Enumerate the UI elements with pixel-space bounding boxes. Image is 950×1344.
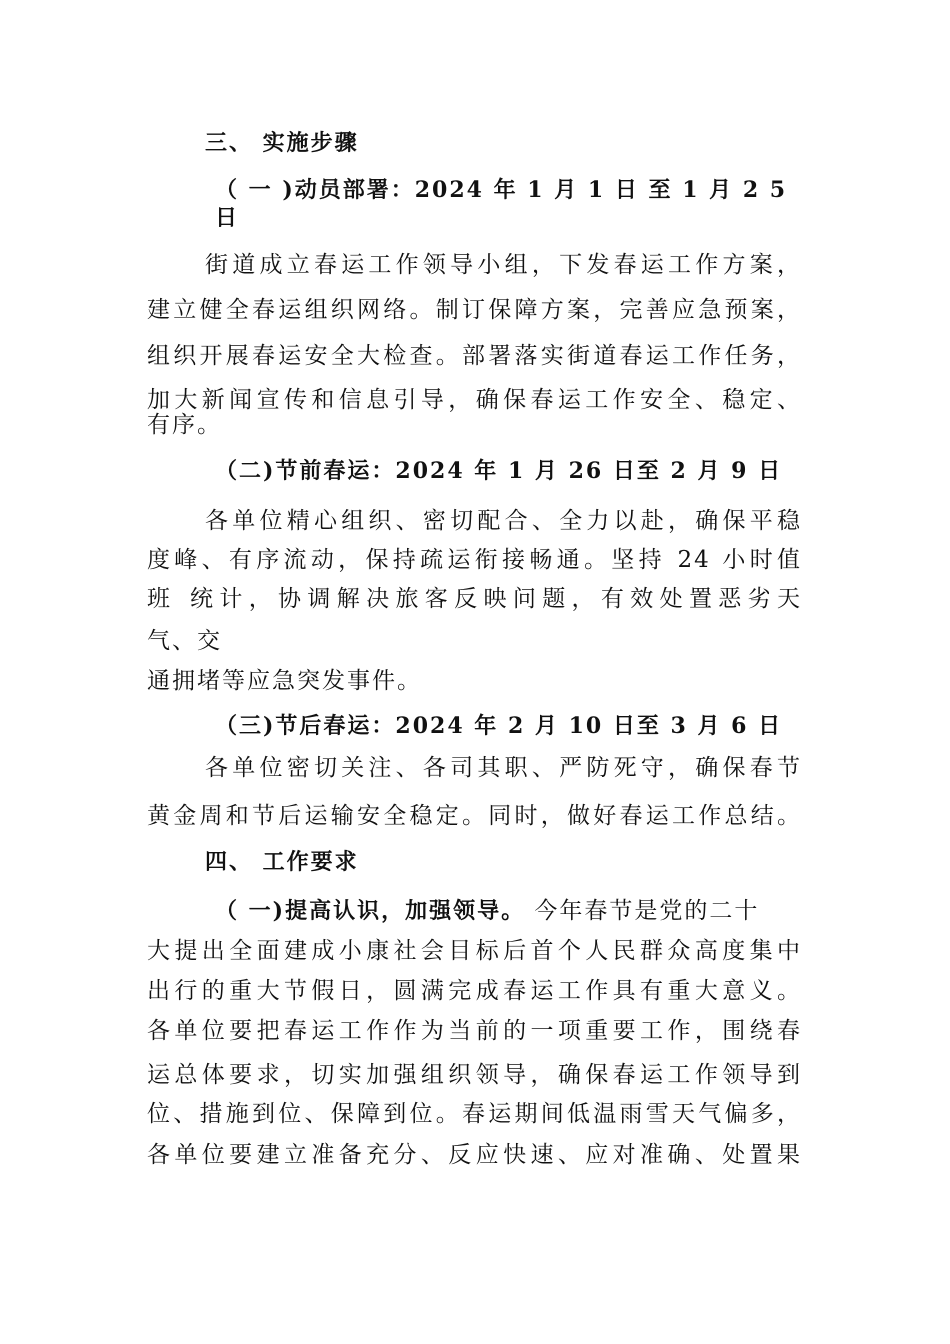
step-2-paragraph-line: 班 统计，协调解决旅客反映问题，有效处置恶劣天 bbox=[147, 586, 802, 612]
item-1-paragraph-line: 出行的重大节假日，圆满完成春运工作具有重大意义。 bbox=[147, 978, 802, 1004]
section-3-heading: 三、 实施步骤 bbox=[205, 130, 359, 156]
step-3-heading: （三)节后春运：2024 年 2 月 10 日至 3 月 6 日 bbox=[215, 713, 783, 739]
step-3-paragraph-line: 各单位密切关注、各司其职、严防死守，确保春节 bbox=[205, 755, 802, 781]
step-3-paragraph-line: 黄金周和节后运输安全稳定。同时，做好春运工作总结。 bbox=[147, 803, 802, 829]
item-1-paragraph-line: 各单位要建立准备充分、反应快速、应对准确、处置果 bbox=[147, 1142, 802, 1168]
step-2-heading: （二)节前春运：2024 年 1 月 26 日至 2 月 9 日 bbox=[215, 458, 783, 484]
step-2-paragraph-line: 各单位精心组织、密切配合、全力以赴，确保平稳 bbox=[205, 508, 802, 534]
step-1-paragraph-line: 组织开展春运安全大检查。部署落实街道春运工作任务， bbox=[147, 343, 802, 369]
step-1-paragraph-line: 加大新闻宣传和信息引导，确保春运工作安全、稳定、 bbox=[147, 387, 802, 413]
step-2-paragraph-line: 气、交 bbox=[147, 628, 222, 654]
item-1-paragraph-line: 各单位要把春运工作作为当前的一项重要工作，围绕春 bbox=[147, 1018, 802, 1044]
section-4-heading: 四、 工作要求 bbox=[205, 849, 359, 875]
item-1-first-line bbox=[215, 897, 759, 925]
item-1-paragraph-line: 运总体要求，切实加强组织领导，确保春运工作领导到 bbox=[147, 1062, 802, 1088]
item-1-first-line-rest: 今年春节是党的二十 bbox=[525, 898, 760, 924]
step-2-paragraph-line: 通拥堵等应急突发事件。 bbox=[147, 668, 422, 694]
item-1-bold-lead: （ 一)提高认识，加强领导。 bbox=[215, 898, 526, 924]
item-1-paragraph-line: 位、措施到位、保障到位。春运期间低温雨雪天气偏多， bbox=[147, 1101, 802, 1127]
item-1-paragraph-line: 大提出全面建成小康社会目标后首个人民群众高度集中 bbox=[147, 938, 802, 964]
step-1-paragraph-line: 有序。 bbox=[147, 412, 222, 438]
step-1-heading-line-1: （ 一 )动员部署：2024 年 1 月 1 日 至 1 月 2 5 bbox=[215, 177, 788, 203]
step-2-paragraph-line: 度峰、有序流动，保持疏运衔接畅通。坚持 24 小时值 bbox=[147, 547, 802, 573]
step-1-paragraph-line: 建立健全春运组织网络。制订保障方案，完善应急预案， bbox=[147, 297, 802, 323]
step-1-heading-line-2: 日 bbox=[215, 205, 240, 231]
step-1-paragraph-line: 街道成立春运工作领导小组，下发春运工作方案， bbox=[205, 252, 802, 278]
